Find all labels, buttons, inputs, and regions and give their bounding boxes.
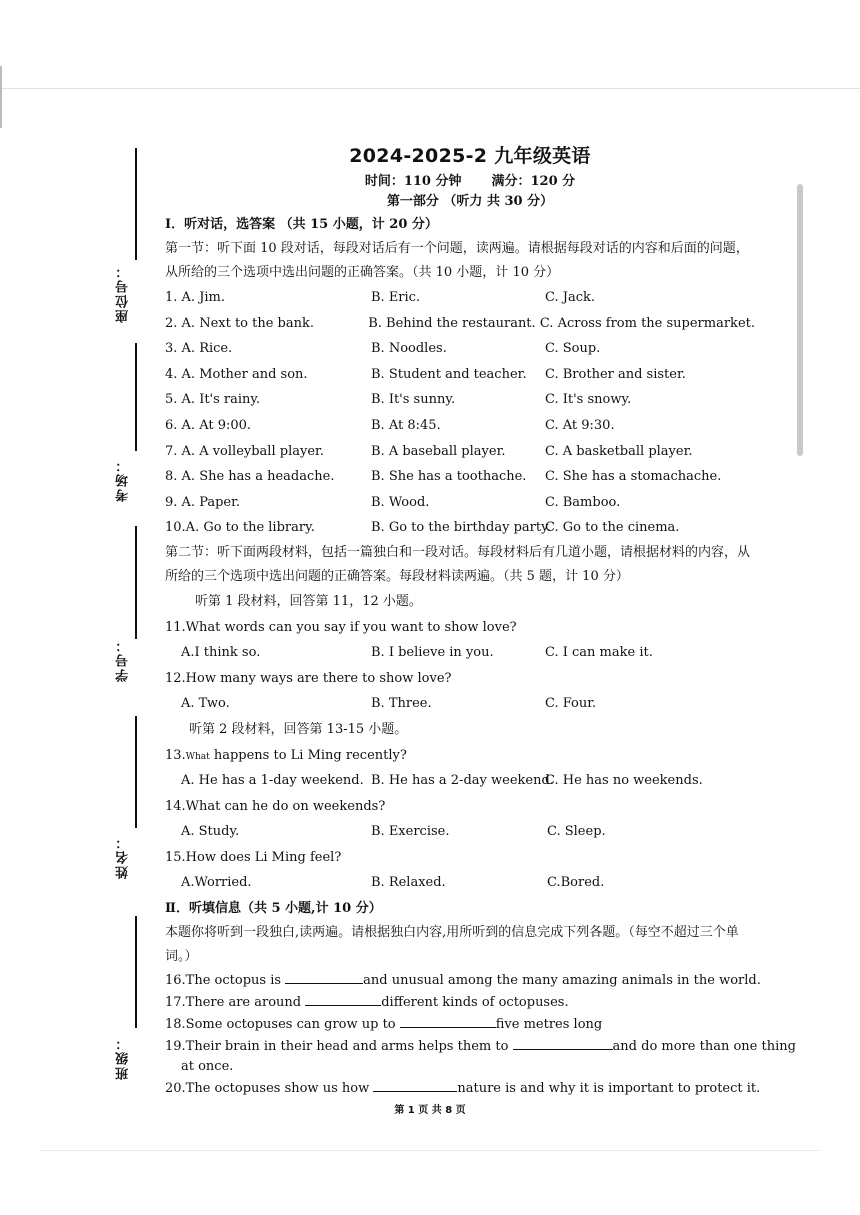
binding-line: [135, 148, 137, 260]
option-a: 1. A. Jim.: [165, 290, 226, 305]
binding-line: [135, 343, 137, 451]
question-13: [165, 743, 755, 769]
question-12: 12.How many ways are there to show love?: [165, 670, 452, 686]
exam-room-label: 考场：: [116, 457, 131, 502]
option-a: A. Two.: [181, 696, 230, 712]
option-c: C. He has no weekends.: [545, 773, 703, 789]
option-c: C. Brother and sister.: [545, 366, 686, 382]
question-row: [165, 387, 755, 413]
option-a: A. Study.: [181, 824, 240, 840]
question-row: [165, 490, 755, 516]
option-b: B. It's sunny.: [371, 392, 456, 408]
section-2-heading: Ⅱ．听填信息（共 5 小题,计 10 分）: [165, 901, 382, 917]
question-13-options: [165, 768, 755, 794]
question-18-text-end: five metres long: [495, 1017, 603, 1033]
option-a: 9. A. Paper.: [165, 494, 241, 510]
section-2-instructions: 本题你将听到一段独白,读两遍。请根据独白内容,用所听到的信息完成下列各题。（每空不超过三个单词。）: [165, 925, 739, 965]
question-19: [165, 1035, 796, 1057]
option-c: C. At 9:30.: [545, 417, 615, 433]
question-14-options: [165, 819, 755, 845]
question-19-text-end: and do more than one thing: [612, 1039, 796, 1055]
seat-number-label: 座位号：: [116, 263, 131, 323]
option-c: C. A basketball player.: [545, 443, 693, 459]
question-11-options: [165, 640, 755, 666]
question-row: [165, 311, 755, 337]
option-b: B. At 8:45.: [371, 417, 441, 433]
option-c: C. Bamboo.: [545, 494, 621, 510]
time-score-line: [185, 172, 755, 192]
option-b: B. Relaxed.: [371, 875, 446, 891]
name-label: 姓名：: [116, 834, 131, 879]
question-20-text-end: nature is and why it is important to protect it.: [457, 1081, 761, 1097]
question-row: [165, 439, 755, 465]
question-20-text: 20.The octopuses show us how: [165, 1081, 374, 1097]
option-c: C. It's snowy.: [545, 392, 632, 408]
page-title: 2024-2025-2 九年级英语: [349, 145, 591, 167]
part-heading: 第一部分 （听力 共 30 分）: [386, 194, 554, 209]
class-label: 班级：: [116, 1035, 131, 1080]
option-c: C. Soup.: [545, 341, 601, 357]
question-16-text: 16.The octopus is: [165, 973, 286, 989]
option-a: 8. A. She has a headache.: [165, 469, 335, 485]
answer-blank[interactable]: [373, 1077, 457, 1092]
question-row: [165, 285, 755, 311]
page-edge-bottom: [40, 1150, 820, 1151]
answer-blank[interactable]: [305, 991, 381, 1006]
question-list-1-10: [165, 285, 755, 541]
option-a: 5. A. It's rainy.: [165, 392, 261, 408]
option-c: C. She has a stomachache.: [545, 469, 722, 485]
option-b: B. Eric.: [371, 290, 421, 305]
option-c: C. Across from the supermarket.: [539, 315, 755, 331]
question-19-continued: at once.: [181, 1059, 234, 1075]
option-c: C. I can make it.: [545, 645, 653, 661]
page-edge-top: [0, 88, 860, 89]
question-13-number: 13.: [165, 747, 186, 763]
student-id-label: 学号：: [116, 637, 131, 682]
material-1-instruction: 听第 1 段材料，回答第 11，12 小题。: [195, 593, 422, 609]
binding-line: [135, 916, 137, 1028]
option-c: C. Go to the cinema.: [545, 520, 680, 536]
option-b: B. Noodles.: [371, 341, 447, 357]
option-a: 3. A. Rice.: [165, 341, 233, 357]
window-edge-mark: [0, 66, 2, 128]
answer-blank[interactable]: [285, 969, 363, 984]
question-15: 15.How does Li Ming feel?: [165, 849, 342, 865]
option-b: B. He has a 2-day weekend.: [371, 773, 554, 789]
option-b: B. I believe in you.: [371, 645, 494, 661]
time-limit: 时间：110 分钟: [364, 174, 462, 189]
material-2-instruction: 听第 2 段材料，回答第 13-15 小题。: [189, 721, 408, 737]
question-13-small-word: What: [185, 751, 210, 762]
option-b: B. Exercise.: [371, 824, 450, 840]
question-11: 11.What words can you say if you want to show love?: [165, 619, 517, 635]
option-c: C. Sleep.: [547, 824, 606, 840]
question-16: [165, 969, 761, 991]
option-a: A.Worried.: [181, 875, 252, 891]
scrollbar[interactable]: [797, 184, 803, 456]
question-18-text: 18.Some octopuses can grow up to: [165, 1017, 400, 1033]
option-a: 6. A. At 9:00.: [165, 417, 252, 433]
option-a: 10.A. Go to the library.: [165, 520, 315, 536]
question-row: [165, 515, 755, 541]
option-b: B. Go to the birthday party.: [371, 520, 551, 536]
exam-content: [165, 140, 796, 1101]
option-b: B. Behind the restaurant.: [368, 315, 536, 331]
option-a: 7. A. A volleyball player.: [165, 443, 324, 459]
section-1-instructions: 第一节：听下面 10 段对话，每段对话后有一个问题，读两遍。请根据每段对话的内容和后面的问题，从所给的三个选项中选出问题的正确答案。（共 10 小题，计 10 分）: [165, 241, 749, 280]
question-12-options: [165, 691, 755, 717]
question-19-text: 19.Their brain in their head and arms helps them to: [165, 1039, 513, 1055]
option-b: B. Student and teacher.: [371, 366, 527, 382]
option-c: C. Jack.: [545, 290, 596, 305]
option-a: 4. A. Mother and son.: [165, 366, 308, 382]
option-a: A. He has a 1-day weekend.: [181, 773, 364, 789]
binding-margin: [100, 140, 160, 1100]
option-b: B. She has a toothache.: [371, 469, 527, 485]
option-b: B. Three.: [371, 696, 432, 712]
question-20: [165, 1077, 761, 1101]
question-17-text-end: different kinds of octopuses.: [381, 995, 569, 1011]
question-row: [165, 464, 755, 490]
question-15-options: [165, 870, 755, 896]
question-18: [165, 1013, 755, 1035]
option-c: C.Bored.: [547, 875, 605, 891]
question-row: [165, 413, 755, 439]
question-row: [165, 362, 755, 388]
option-a: 2. A. Next to the bank.: [165, 315, 315, 331]
question-16-text-end: and unusual among the many amazing animals in the world.: [363, 973, 761, 989]
question-17: [165, 991, 755, 1013]
question-row: [165, 336, 755, 362]
question-14: 14.What can he do on weekends?: [165, 798, 386, 814]
full-score: 满分：120 分: [491, 174, 576, 189]
option-b: B. Wood.: [371, 494, 430, 510]
question-17-text: 17.There are around: [165, 995, 306, 1011]
section-1-heading: Ⅰ．听对话，选答案 （共 15 小题，计 20 分）: [165, 217, 438, 232]
section-1-part-2-instructions: 第二节：听下面两段材料，包括一篇独白和一段对话。每段材料后有几道小题，请根据材料的内容，从所给的三个选项中选出问题的正确答案。每段材料读两遍。（共 5 题，计 10 分）: [165, 544, 751, 584]
option-b: B. A baseball player.: [371, 443, 506, 459]
question-13-text: happens to Li Ming recently?: [209, 747, 407, 763]
answer-blank[interactable]: [400, 1013, 496, 1028]
page-footer: 第 1 页 共 8 页: [394, 1105, 466, 1116]
option-a: A.I think so.: [181, 645, 261, 661]
answer-blank[interactable]: [513, 1035, 613, 1050]
binding-line: [135, 716, 137, 828]
option-c: C. Four.: [545, 696, 597, 712]
binding-line: [135, 526, 137, 639]
